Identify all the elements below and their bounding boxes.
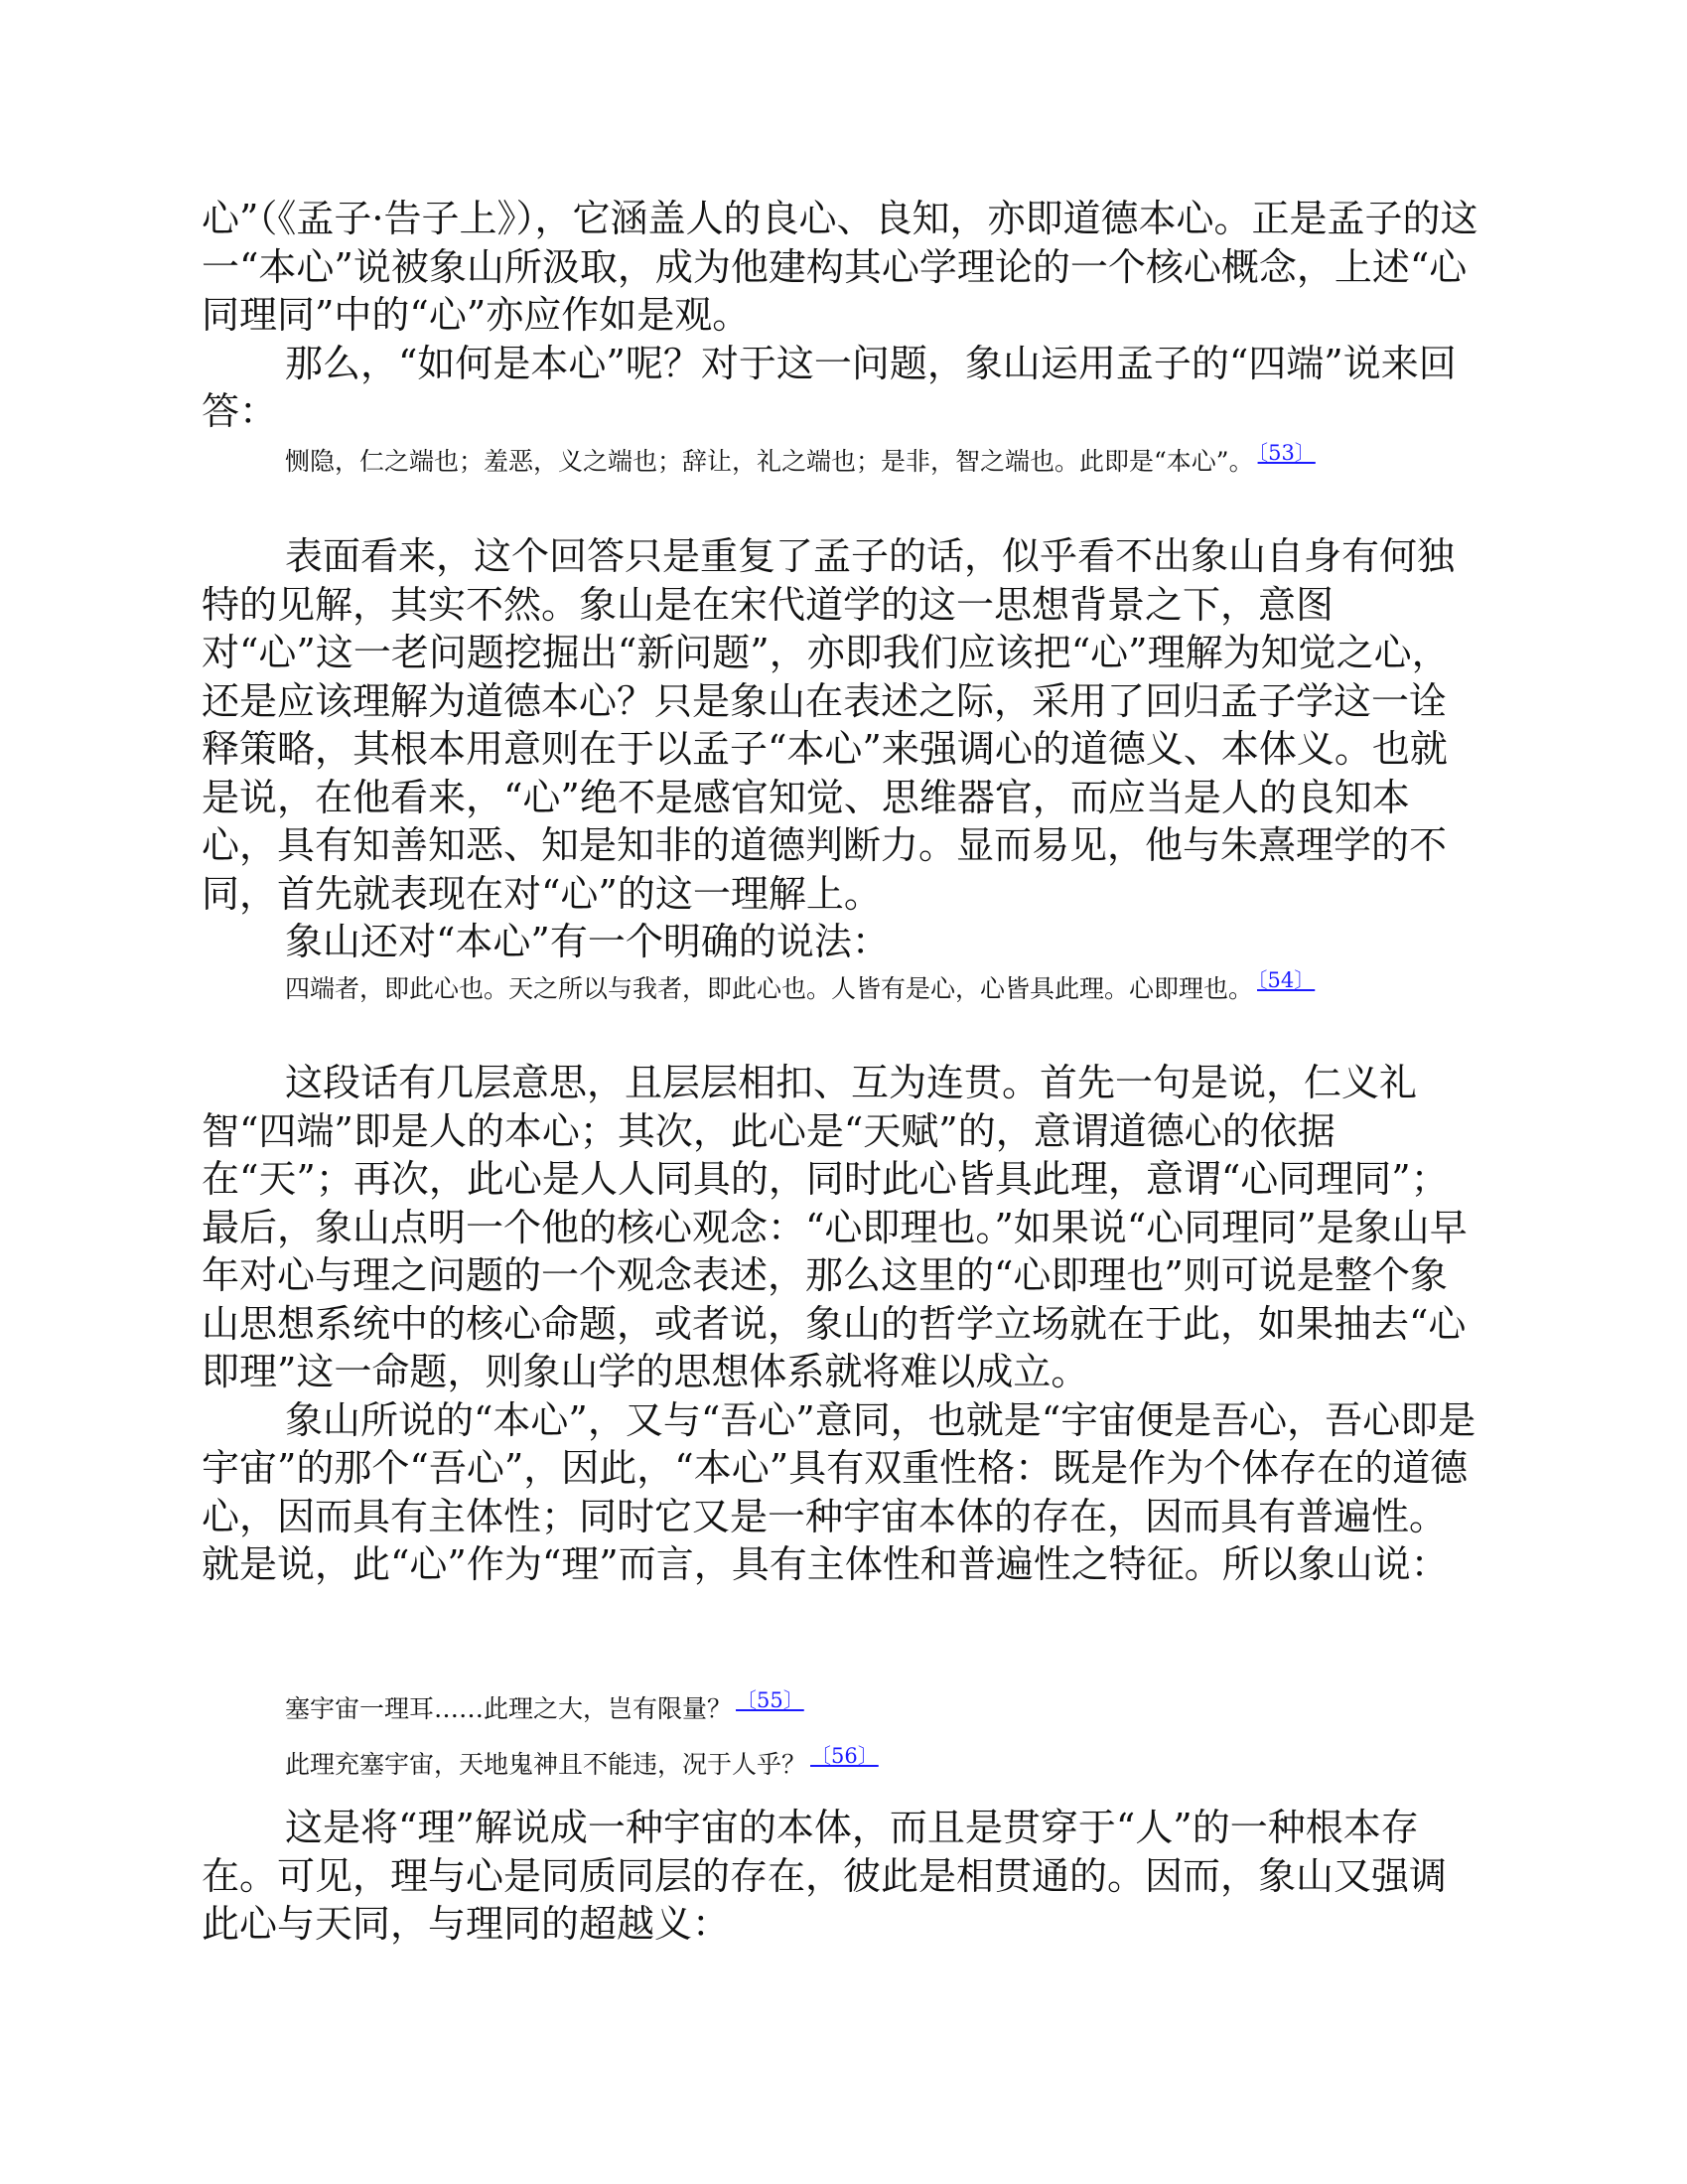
quotation-text: 塞宇宙一理耳……此理之大，岂有限量？ [285,1694,733,1723]
footnote-link-55[interactable]: 〔55〕 [736,1688,804,1712]
paragraph-text: 心”（《孟子·告子上》），它涵盖人的良心、良知，亦即道德本心。正是孟子的这一“本心”说被象山所汲取，成为他建构其心学理论的一个核心概念，上述“心同理同”中的“心”亦应作如是观。 [202,197,1478,337]
footnote-link-56[interactable]: 〔56〕 [810,1744,879,1768]
footnote-link-53[interactable]: 〔53〕 [1257,441,1316,465]
paragraph-text: 那么，“如何是本心”呢？对于这一问题，象山运用孟子的“四端”说来回答： [202,341,1457,433]
paragraph-7 [202,1804,1482,1949]
quotation-text: 四端者，即此心也。天之所以与我者，即此心也。人皆有是心，心皆具此理。心即理也。 [285,974,1254,1003]
quotation-text: 恻隐，仁之端也；羞恶，义之端也；辞让，礼之端也；是非，智之端也。此即是“本心”。 [285,447,1254,476]
paragraph-text: 象山所说的“本心”，又与“吾心”意同，也就是“宇宙便是吾心，吾心即是宇宙”的那个“吾心”，因此，“本心”具有双重性格：既是作为个体存在的道德心，因而具有主体性；同时它又是一种宇宙本体的存在，因而具有普遍性。就是说，此“心”作为“理”而言，具有主体性和普遍性之特征。所以象山说： [202,1397,1476,1586]
paragraph-text: 表面看来，这个回答只是重复了孟子的话，似乎看不出象山自身有何独特的见解，其实不然。象山是在宋代道学的这一思想背景之下，意图对“心”这一老问题挖掘出“新问题”，亦即我们应该把“心”理解为知觉之心，还是应该理解为道德本心？只是象山在表述之际，采用了回归孟子学这一诠释策略，其根本用意则在于以孟子“本心”来强调心的道德义、本体义。也就是说，在他看来，“心”绝不是感官知觉、思维器官，而应当是人的良知本心，具有知善知恶、知是知非的道德判断力。显而易见，他与朱熹理学的不同，首先就表现在对“心”的这一理解上。 [202,534,1456,916]
quotation-4 [202,1744,1482,1787]
paragraph-1 [202,195,1482,436]
quotation-2 [202,968,1482,1011]
paragraph-5 [202,1059,1482,1589]
paragraph-3 [202,532,1482,966]
quotation-text: 此理充塞宇宙，天地鬼神且不能违，况于人乎？ [285,1750,807,1779]
quotation-1 [202,441,1482,484]
footnote-link-54[interactable]: 〔54〕 [1257,968,1316,992]
paragraph-text: 象山还对“本心”有一个明确的说法： [285,920,890,963]
paragraph-text: 这段话有几层意思，且层层相扣、互为连贯。首先一句是说，仁义礼智“四端”即是人的本心；其次，此心是“天赋”的，意谓道德心的依据在“天”；再次，此心是人人同具的，同时此心皆具此理，意谓“心同理同”；最后，象山点明一个他的核心观念：“心即理也。”如果说“心同理同”是象山早年对心与理之问题的一个观念表述，那么这里的“心即理也”则可说是整个象山思想系统中的核心命题，或者说，象山的哲学立场就在于此，如果抽去“心即理”这一命题，则象山学的思想体系就将难以成立。 [202,1061,1468,1393]
quotation-3 [202,1688,1482,1731]
paragraph-text: 这是将“理”解说成一种宇宙的本体，而且是贯穿于“人”的一种根本存在。可见，理与心是同质同层的存在，彼此是相贯通的。因而，象山又强调此心与天同，与理同的超越义： [202,1806,1448,1946]
